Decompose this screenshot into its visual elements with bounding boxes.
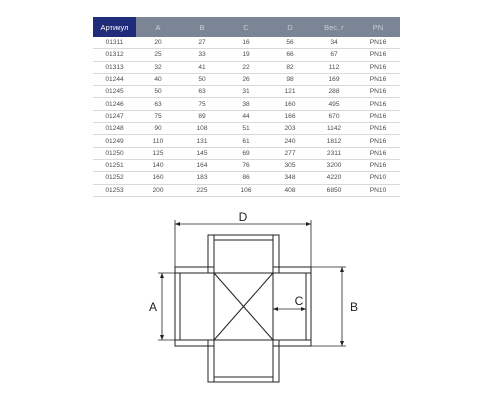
table-cell: 20 — [136, 37, 180, 49]
table-cell: 200 — [136, 184, 180, 196]
cell-article: 01313 — [93, 61, 136, 73]
corner-notch — [273, 267, 279, 273]
table-cell: 164 — [180, 159, 224, 171]
table-cell: 66 — [268, 49, 312, 61]
table-cell: 56 — [268, 37, 312, 49]
table-cell: 51 — [224, 123, 268, 135]
table-cell: 63 — [180, 86, 224, 98]
table-cell: 31 — [224, 86, 268, 98]
corner-notch — [273, 340, 279, 346]
table-cell: 183 — [180, 172, 224, 184]
table-cell: 110 — [136, 135, 180, 147]
table-cell: 160 — [268, 98, 312, 110]
table-cell: 44 — [224, 110, 268, 122]
table-cell: PN16 — [356, 61, 400, 73]
cell-article: 01252 — [93, 172, 136, 184]
table-cell: 89 — [180, 110, 224, 122]
header-c: C — [224, 17, 268, 37]
cell-article: 01253 — [93, 184, 136, 196]
table-cell: PN16 — [356, 135, 400, 147]
table-cell: 69 — [224, 147, 268, 159]
table-cell: 50 — [136, 86, 180, 98]
table-cell: 75 — [136, 110, 180, 122]
table-cell: 90 — [136, 123, 180, 135]
table-cell: 41 — [180, 61, 224, 73]
table-cell: 203 — [268, 123, 312, 135]
table-cell: 160 — [136, 172, 180, 184]
table-cell: 86 — [224, 172, 268, 184]
cell-article: 01250 — [93, 147, 136, 159]
table-cell: 27 — [180, 37, 224, 49]
table-cell: PN16 — [356, 98, 400, 110]
table-cell: 305 — [268, 159, 312, 171]
table-cell: 140 — [136, 159, 180, 171]
table-cell: 63 — [136, 98, 180, 110]
table-cell: 6850 — [312, 184, 356, 196]
table-cell: 225 — [180, 184, 224, 196]
cell-article: 01251 — [93, 159, 136, 171]
table-cell: 166 — [268, 110, 312, 122]
table-cell: 145 — [180, 147, 224, 159]
corner-notch — [208, 267, 214, 273]
cell-article: 01247 — [93, 110, 136, 122]
table-cell: PN10 — [356, 172, 400, 184]
header-b: B — [180, 17, 224, 37]
table-cell: 125 — [136, 147, 180, 159]
table-cell: 40 — [136, 73, 180, 85]
label-c: C — [294, 294, 304, 308]
table-cell: PN16 — [356, 73, 400, 85]
table-cell: 50 — [180, 73, 224, 85]
table-cell: PN16 — [356, 159, 400, 171]
table-cell: 2311 — [312, 147, 356, 159]
table-cell: 1142 — [312, 123, 356, 135]
label-d: D — [238, 210, 248, 224]
cell-article: 01246 — [93, 98, 136, 110]
table-cell: 106 — [224, 184, 268, 196]
table-cell: PN16 — [356, 37, 400, 49]
cell-article: 01249 — [93, 135, 136, 147]
table-cell: 38 — [224, 98, 268, 110]
header-d: D — [268, 17, 312, 37]
header-article: Артикул — [93, 17, 136, 37]
table-cell: 22 — [224, 61, 268, 73]
table-cell: 32 — [136, 61, 180, 73]
cell-article: 01244 — [93, 73, 136, 85]
table-cell: PN10 — [356, 184, 400, 196]
table-cell: 76 — [224, 159, 268, 171]
table-cell: 3200 — [312, 159, 356, 171]
table-cell: 495 — [312, 98, 356, 110]
cross-outline — [175, 235, 311, 382]
table-cell: 61 — [224, 135, 268, 147]
table-cell: PN16 — [356, 110, 400, 122]
table-cell: 26 — [224, 73, 268, 85]
table-cell: PN16 — [356, 147, 400, 159]
table-cell: 670 — [312, 110, 356, 122]
table-cell: 34 — [312, 37, 356, 49]
table-cell: 131 — [180, 135, 224, 147]
cell-article: 01312 — [93, 49, 136, 61]
table-cell: PN16 — [356, 86, 400, 98]
table-cell: PN16 — [356, 123, 400, 135]
cell-article: 01311 — [93, 37, 136, 49]
top-socket — [214, 235, 273, 270]
table-cell: PN16 — [356, 49, 400, 61]
table-cell: 277 — [268, 147, 312, 159]
table-cell: 82 — [268, 61, 312, 73]
table-cell: 67 — [312, 49, 356, 61]
table-cell: 108 — [180, 123, 224, 135]
label-b: B — [350, 300, 359, 314]
table-cell: 25 — [136, 49, 180, 61]
table-cell: 16 — [224, 37, 268, 49]
table-cell: 98 — [268, 73, 312, 85]
corner-notch — [208, 340, 214, 346]
table-cell: 240 — [268, 135, 312, 147]
cell-article: 01248 — [93, 123, 136, 135]
cell-article: 01245 — [93, 86, 136, 98]
table-cell: 19 — [224, 49, 268, 61]
header-weight: Вес, г — [312, 17, 356, 37]
table-cell: 1812 — [312, 135, 356, 147]
table-cell: 121 — [268, 86, 312, 98]
table-cell: 348 — [268, 172, 312, 184]
header-a: A — [136, 17, 180, 37]
table-cell: 33 — [180, 49, 224, 61]
table-cell: 4220 — [312, 172, 356, 184]
table-cell: 169 — [312, 73, 356, 85]
table-cell: 112 — [312, 61, 356, 73]
right-socket — [273, 273, 311, 340]
table-cell: 288 — [312, 86, 356, 98]
table-cell: 408 — [268, 184, 312, 196]
table-cell: 75 — [180, 98, 224, 110]
bottom-socket — [214, 342, 273, 382]
label-a: A — [148, 300, 158, 314]
left-socket — [175, 273, 214, 340]
header-pn: PN — [356, 17, 400, 37]
